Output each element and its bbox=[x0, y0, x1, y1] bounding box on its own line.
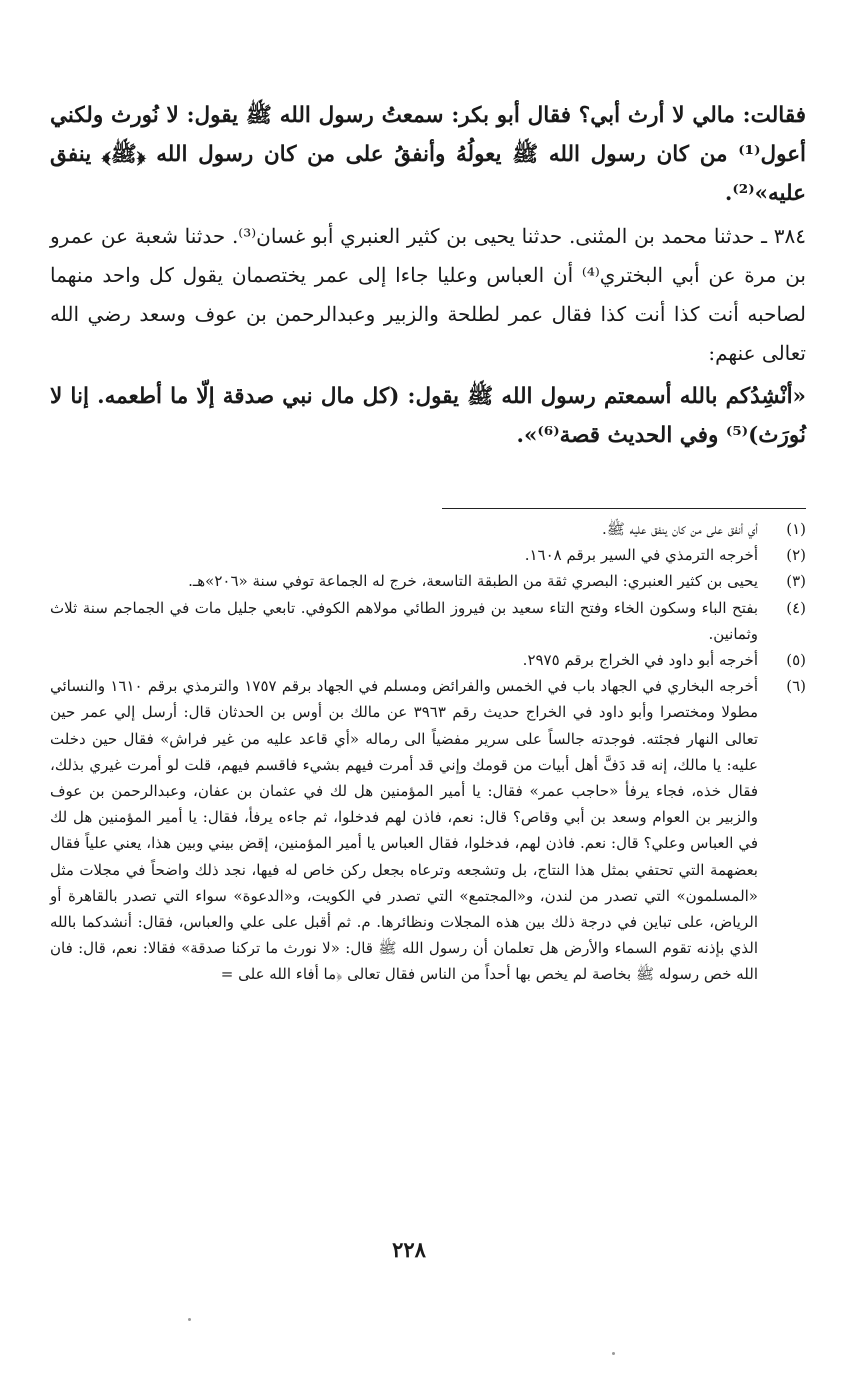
footnote-2 bbox=[50, 542, 806, 568]
hadith-quote-paragraph: «أنْشِدُكم بالله أسمعتم رسول الله ﷺ يقول: (كل مال نبي صدقة إلّا ما أطعمه. إنا لا نُورَث)⁽⁵⁾ وفي الحديث قصة⁽⁶⁾». bbox=[50, 384, 806, 448]
footnote-number: (٥) bbox=[786, 651, 806, 670]
footnote-4 bbox=[50, 595, 806, 647]
scan-speck bbox=[188, 1318, 191, 1321]
footnotes bbox=[50, 516, 806, 988]
scan-speck bbox=[612, 1352, 615, 1355]
footnote-text: أخرجه أبو داود في الخراج برقم ٢٩٧٥. bbox=[522, 651, 758, 670]
footnote-1 bbox=[50, 516, 806, 542]
hadith-384-paragraph: ٣٨٤ ـ حدثنا محمد بن المثنى. حدثنا يحيى بن كثير العنبري أبو غسان⁽³⁾. حدثنا شعبة عن عمرو بن مرة عن أبي البختري⁽⁴⁾ أن العباس وعليا جاءا إلى عمر يختصمان يقول كل واحد منهما لصاحبه أنت كذا أنت كذا فقال عمر لطلحة والزبير وعبدالرحمن بن عوف وسعد رضي الله تعالى عنهم: bbox=[50, 224, 807, 365]
footnote-divider bbox=[442, 508, 806, 509]
footnote-text: يحيى بن كثير العنبري: البصري ثقة من الطبقة التاسعة، خرج له الجماعة توفي سنة «٢٠٦»هـ. bbox=[188, 572, 758, 591]
footnote-number: (٣) bbox=[786, 572, 806, 591]
main-text bbox=[50, 96, 806, 455]
footnote-text: أي أنفق على من كان ينفق عليه ﷺ. bbox=[601, 520, 758, 538]
footnote-number: (١) bbox=[786, 520, 806, 538]
footnote-number: (٦) bbox=[786, 677, 806, 696]
footnote-number: (٤) bbox=[786, 598, 806, 617]
footnote-text: بفتح الباء وسكون الخاء وفتح التاء سعيد بن فيروز الطائي مولاهم الكوفي. تابعي جليل مات في الجماجم سنة ثلاث وثمانين. bbox=[50, 598, 758, 643]
footnote-number: (٢) bbox=[786, 546, 806, 565]
footnote-5 bbox=[50, 647, 806, 673]
page-number: ٢٢٨ bbox=[392, 1237, 426, 1262]
footnote-text: أخرجه الترمذي في السير برقم ١٦٠٨. bbox=[524, 546, 758, 565]
footnote-text: أخرجه البخاري في الجهاد باب في الخمس والفرائض ومسلم في الجهاد برقم ١٧٥٧ والترمذي برقم ١٦١٠ والنسائي مطولا ومختصرا وأبو داود في الخراج حديث رقم ٣٩٦٣ عن مالك بن أوس بن الحدثان قال: أرسل إلي عمر حين تعالى النهار فجئته. فوجدته جالساً على سرير مفضياً الى رماله «أي قاعد عليه من غير فراش» فقال حين دخلت عليه: يا مالك، إنه قد دَفَّ أهل أبيات من قومك وإني قد أمرت فيهم بشيء فاقسم فيهم، قلت لو أمرت غيري بذلك، فقال خذه، فجاء يرفأ «حاجب عمر» فقال: يا أمير المؤمنين هل لك في عثمان بن عفان، وعبدالرحمن بن عوف والزبير بن العوام وسعد بن أبي وقاص؟ قال: نعم، فاذن لهم فدخلوا، ثم جاءه يرفأ، فقال: يا أمير المؤمنين هل لك في العباس وعلي؟ قال: نعم. فاذن لهم، فدخلوا، فقال العباس يا أمير المؤمنين، إقض بيني وبين هذا، يعني علياً فقال بعضهمة التي تحتفي بمثل هذا النتاج، بل وتشجعه وترعاه بجعل ركن خاص له فيها، نجد ذلك واضحاً في مجلات مثل «المسلمون» التي تصدر من لندن، و«المجتمع» التي تصدر في الكويت، و«الدعوة» سواء التي تصدر بالقاهرة أو الرياض، على تباين في درجة ذلك بين هذه المجلات ونظائرها. م. ثم أقبل على علي والعباس، فقال: أنشدكما بالله الذي بإذنه تقوم السماء والأرض هل تعلمان أن رسول الله ﷺ قال: «لا نورث ما تركنا صدقة» فقالا: نعم، قال: فان الله خص رسوله ﷺ بخاصة لم يخص بها أحداً من الناس فقال تعالى ﴿ما أفاء الله على = bbox=[50, 677, 759, 984]
footnote-3 bbox=[50, 568, 806, 594]
hadith-bold-paragraph: فقالت: مالي لا أرث أبي؟ فقال أبو بكر: سمعتُ رسول الله ﷺ يقول: لا نُورث ولكني أعول⁽¹⁾ من كان رسول الله ﷺ يعولُهُ وأنفقُ على من كان رسول الله ﴿ﷺ﴾ ينفق عليه»⁽²⁾. bbox=[50, 103, 806, 206]
footnote-6 bbox=[50, 673, 806, 987]
